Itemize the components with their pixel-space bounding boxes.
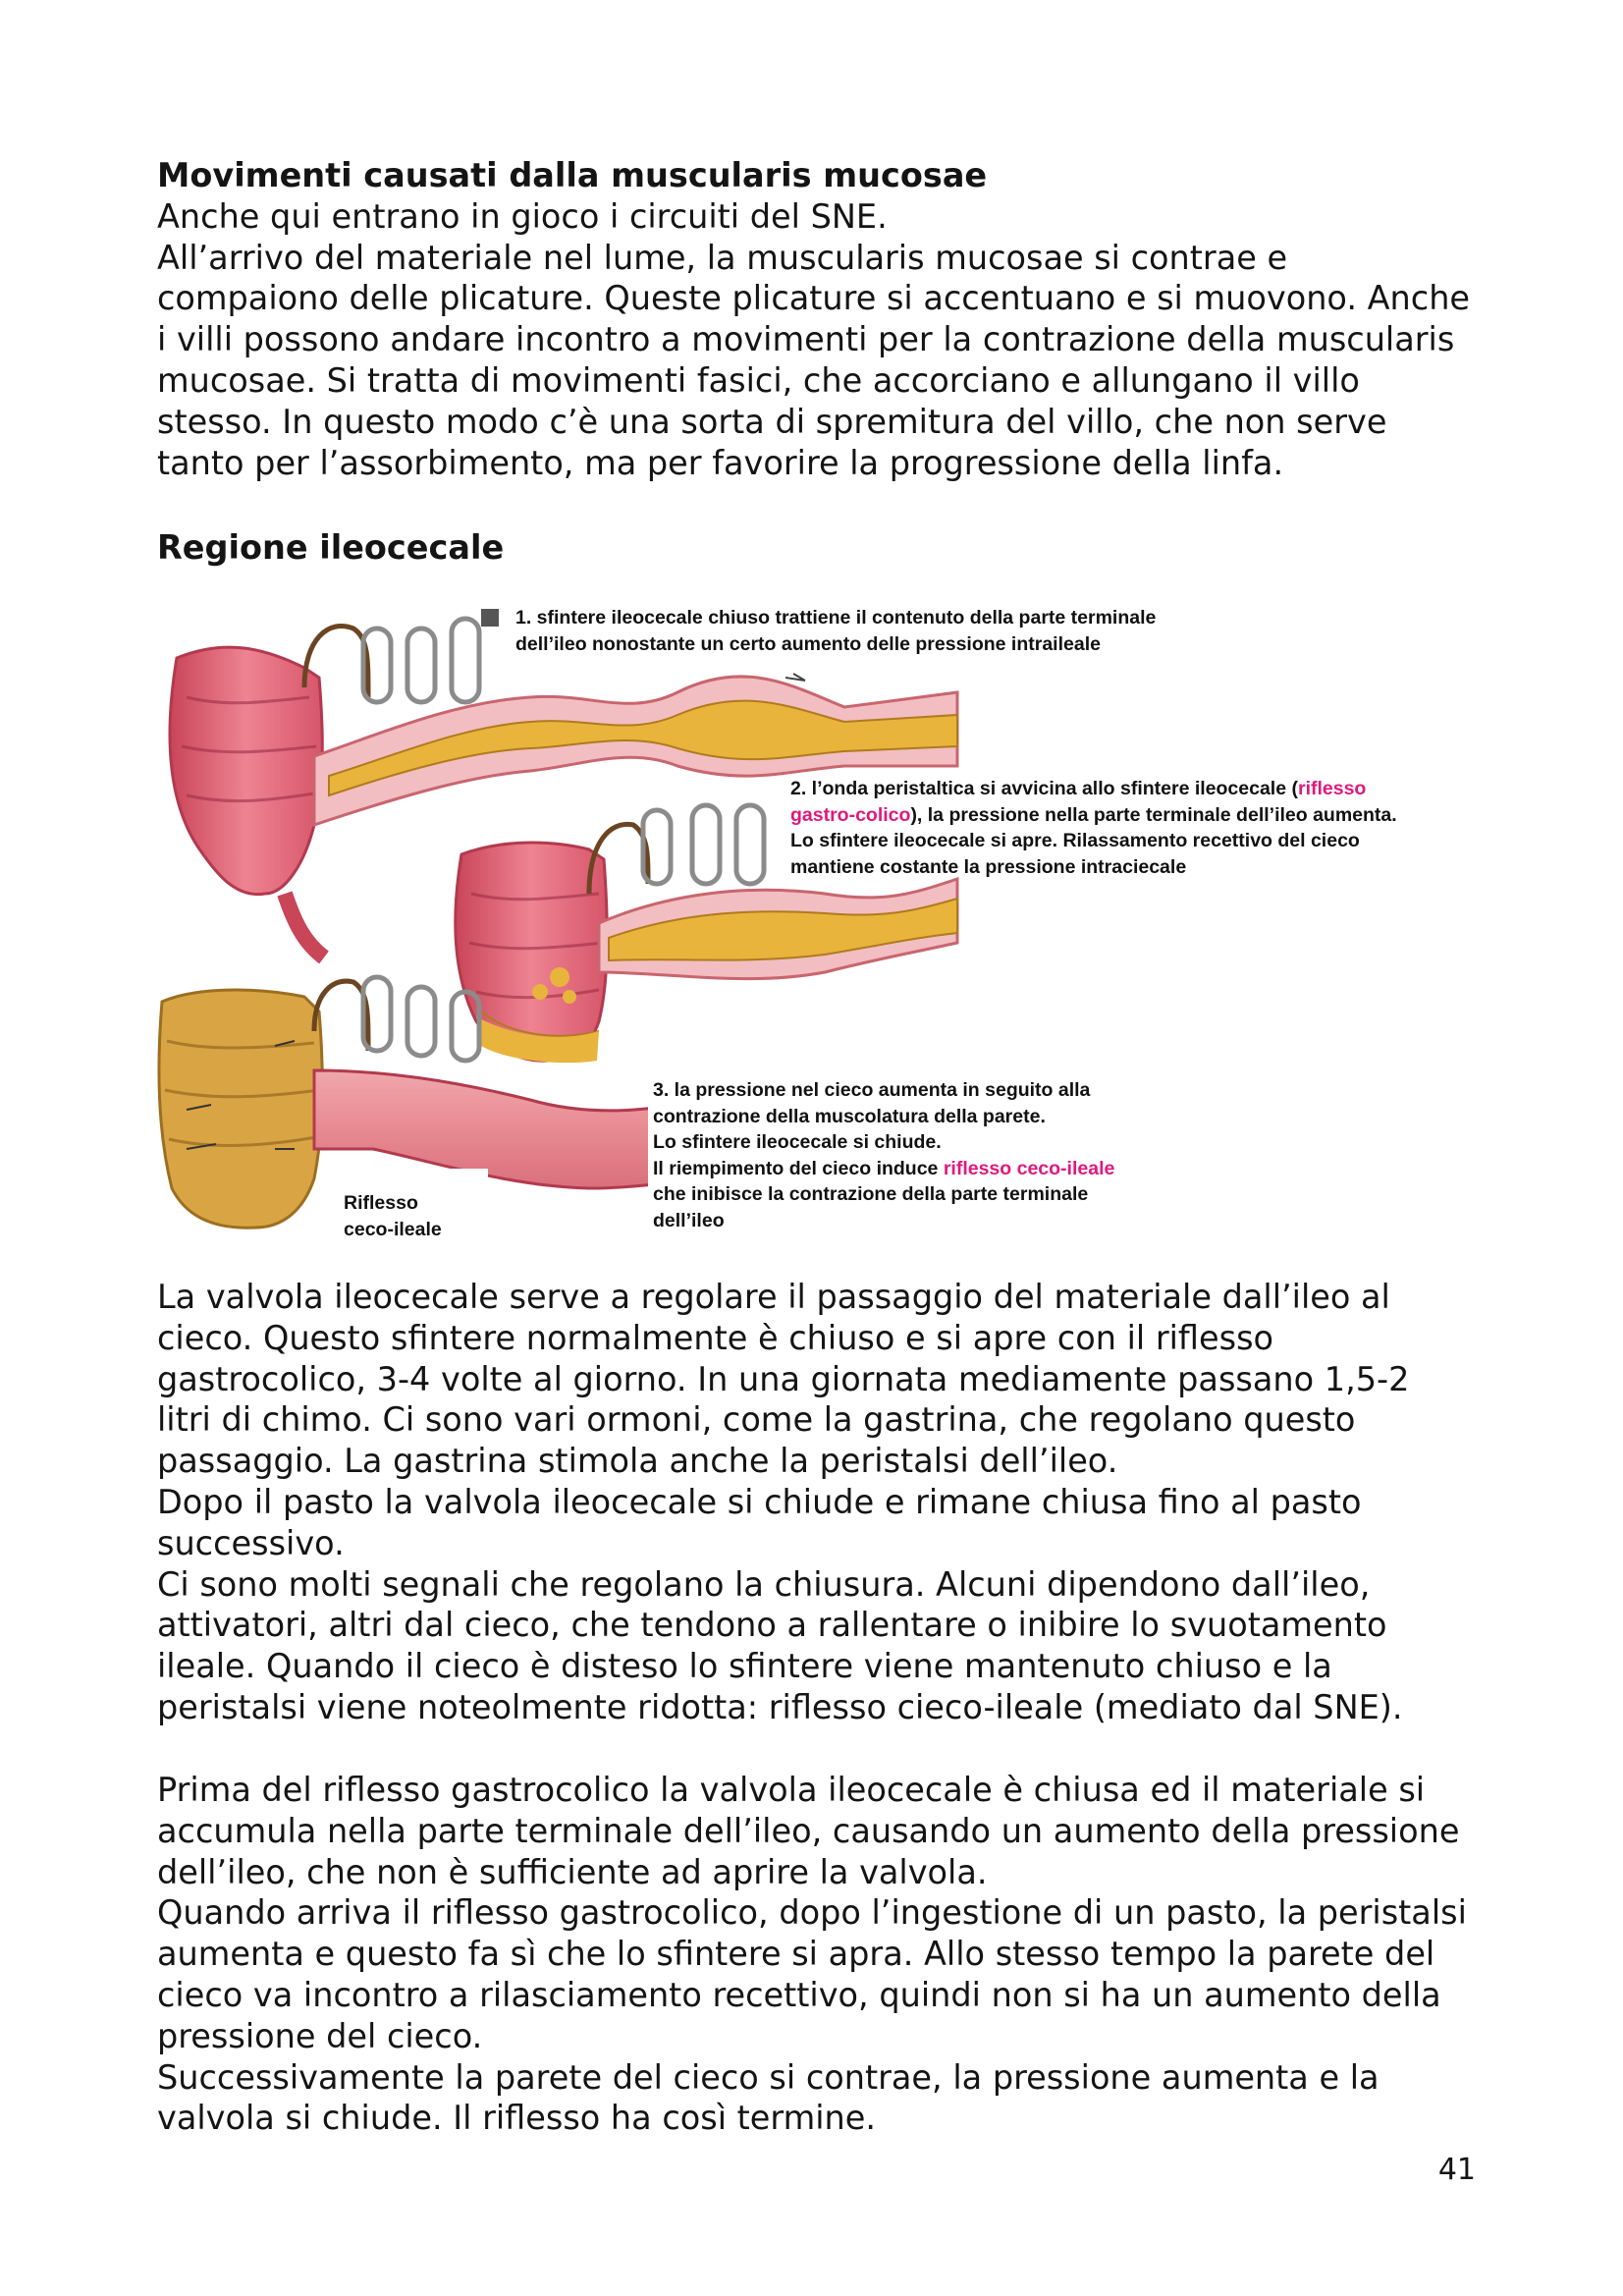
caption-line: che inibisce la contrazione della parte terminale [653, 1183, 1089, 1205]
text-line: attivatori, altri dal cieco, che tendono a rallentare o inibire lo svuotamento [157, 1606, 1387, 1645]
text-line: All’arrivo del materiale nel lume, la muscularis mucosae si contrae e [157, 238, 1288, 277]
text-line: peristalsi viene noteolmente ridotta: riflesso cieco-ileale (mediato dal SNE). [157, 1687, 1403, 1726]
text-line: litri di chimo. Ci sono vari ormoni, come la gastrina, che regolano questo [157, 1400, 1356, 1440]
text-line: aumenta e questo fa sì che lo sfintere si apra. Allo stesso tempo la parete del [157, 1935, 1435, 1974]
text-line: ileale. Quando il cieco è disteso lo sfintere viene mantenuto chiuso e la [157, 1647, 1332, 1686]
caption-text: ), la pressione nella parte terminale dell’ileo aumenta. [910, 803, 1397, 826]
text-line: cieco. Questo sfintere normalmente è chiuso e si apre con il riflesso [157, 1318, 1274, 1357]
caption-line: contrazione della muscolatura della parete. [653, 1105, 1046, 1127]
text-line: successivo. [157, 1523, 345, 1562]
caption-line: mantiene costante la pressione intraciecale [790, 855, 1187, 878]
text-line: cieco va incontro a rilasciamento recettivo, quindi non si ha un aumento della [157, 1975, 1441, 2014]
heading-muscularis: Movimenti causati dalla muscularis mucosae [157, 156, 988, 194]
section-muscularis [157, 155, 1492, 483]
caption-2 [790, 776, 1397, 880]
caption-line: Lo sfintere ileocecale si apre. Rilassamento recettivo del cieco [790, 830, 1360, 851]
text-line: accumula nella parte terminale dell’ileo, causando un aumento della pressione [157, 1811, 1460, 1850]
caption-line: dell’ileo [653, 1209, 725, 1231]
text-line: i villi possono andare incontro a movimenti per la contrazione della muscularis [157, 320, 1455, 359]
text-line: stesso. In questo modo c’è una sorta di spremitura del villo, che non serve [157, 402, 1387, 441]
caption-1 [515, 605, 1156, 657]
caption-highlight: riflesso [1297, 778, 1367, 799]
caption-highlight: riflesso ceco-ileale [943, 1157, 1115, 1179]
page-number: 41 [1437, 2153, 1476, 2187]
ileocecal-figure [157, 599, 1502, 1240]
caption-line: 3. la pressione nel cieco aumenta in seguito alla [653, 1079, 1091, 1101]
text-line: mucosae. Si tratta di movimenti fasici, che accorciano e allungano il villo [157, 360, 1360, 400]
heading-ileocecale: Regione ileocecale [157, 528, 505, 567]
text-line: pressione del cieco. [157, 2016, 483, 2055]
caption-text: 2. l’onda peristaltica si avvicina allo sfintere ileocecale ( [790, 778, 1298, 799]
text-line: valvola si chiude. Il riflesso ha così termine. [157, 2099, 877, 2138]
text-line: gastrocolico, 3-4 volte al giorno. In una giornata mediamente passano 1,5-2 [157, 1359, 1410, 1398]
text-line: dell’ileo, che non è sufficiente ad aprire la valvola. [157, 1852, 988, 1891]
caption-line: 1. sfintere ileocecale chiuso trattiene il contenuto della parte terminale [515, 607, 1157, 629]
caption-3 [653, 1077, 1114, 1233]
caption-text: Il riempimento del cieco induce [653, 1157, 944, 1179]
text-line: La valvola ileocecale serve a regolare il passaggio del materiale dall’ileo al [157, 1278, 1390, 1316]
text-line: compaiono delle plicature. Queste plicature si accentuano e si muovono. Anche [157, 279, 1471, 318]
label-line: ceco-ileale [344, 1218, 442, 1240]
text-line: Anche qui entrano in gioco i circuiti del SNE. [157, 196, 888, 236]
section-riflesso [157, 1770, 1492, 2139]
section-valvola [157, 1277, 1492, 1728]
text-line: Prima del riflesso gastrocolico la valvola ileocecale è chiusa ed il materiale si [157, 1771, 1426, 1809]
text-line: Successivamente la parete del cieco si contrae, la pressione aumenta e la [157, 2057, 1380, 2097]
label-riflesso [344, 1190, 442, 1242]
caption-highlight: gastro-colico [790, 803, 911, 826]
caption-line: dell’ileo nonostante un certo aumento delle pressione intraileale [515, 632, 1101, 655]
caption-line: Lo sfintere ileocecale si chiude. [653, 1131, 942, 1153]
text-line: Ci sono molti segnali che regolano la chiusura. Alcuni dipendono dall’ileo, [157, 1564, 1371, 1604]
text-line: Dopo il pasto la valvola ileocecale si chiude e rimane chiusa fino al pasto [157, 1482, 1362, 1521]
text-line: tanto per l’assorbimento, ma per favorire la progressione della linfa. [157, 443, 1284, 482]
text-line: Quando arriva il riflesso gastrocolico, dopo l’ingestione di un pasto, la peristalsi [157, 1893, 1467, 1933]
label-line: Riflesso [344, 1192, 418, 1214]
text-line: passaggio. La gastrina stimola anche la peristalsi dell’ileo. [157, 1442, 1118, 1481]
